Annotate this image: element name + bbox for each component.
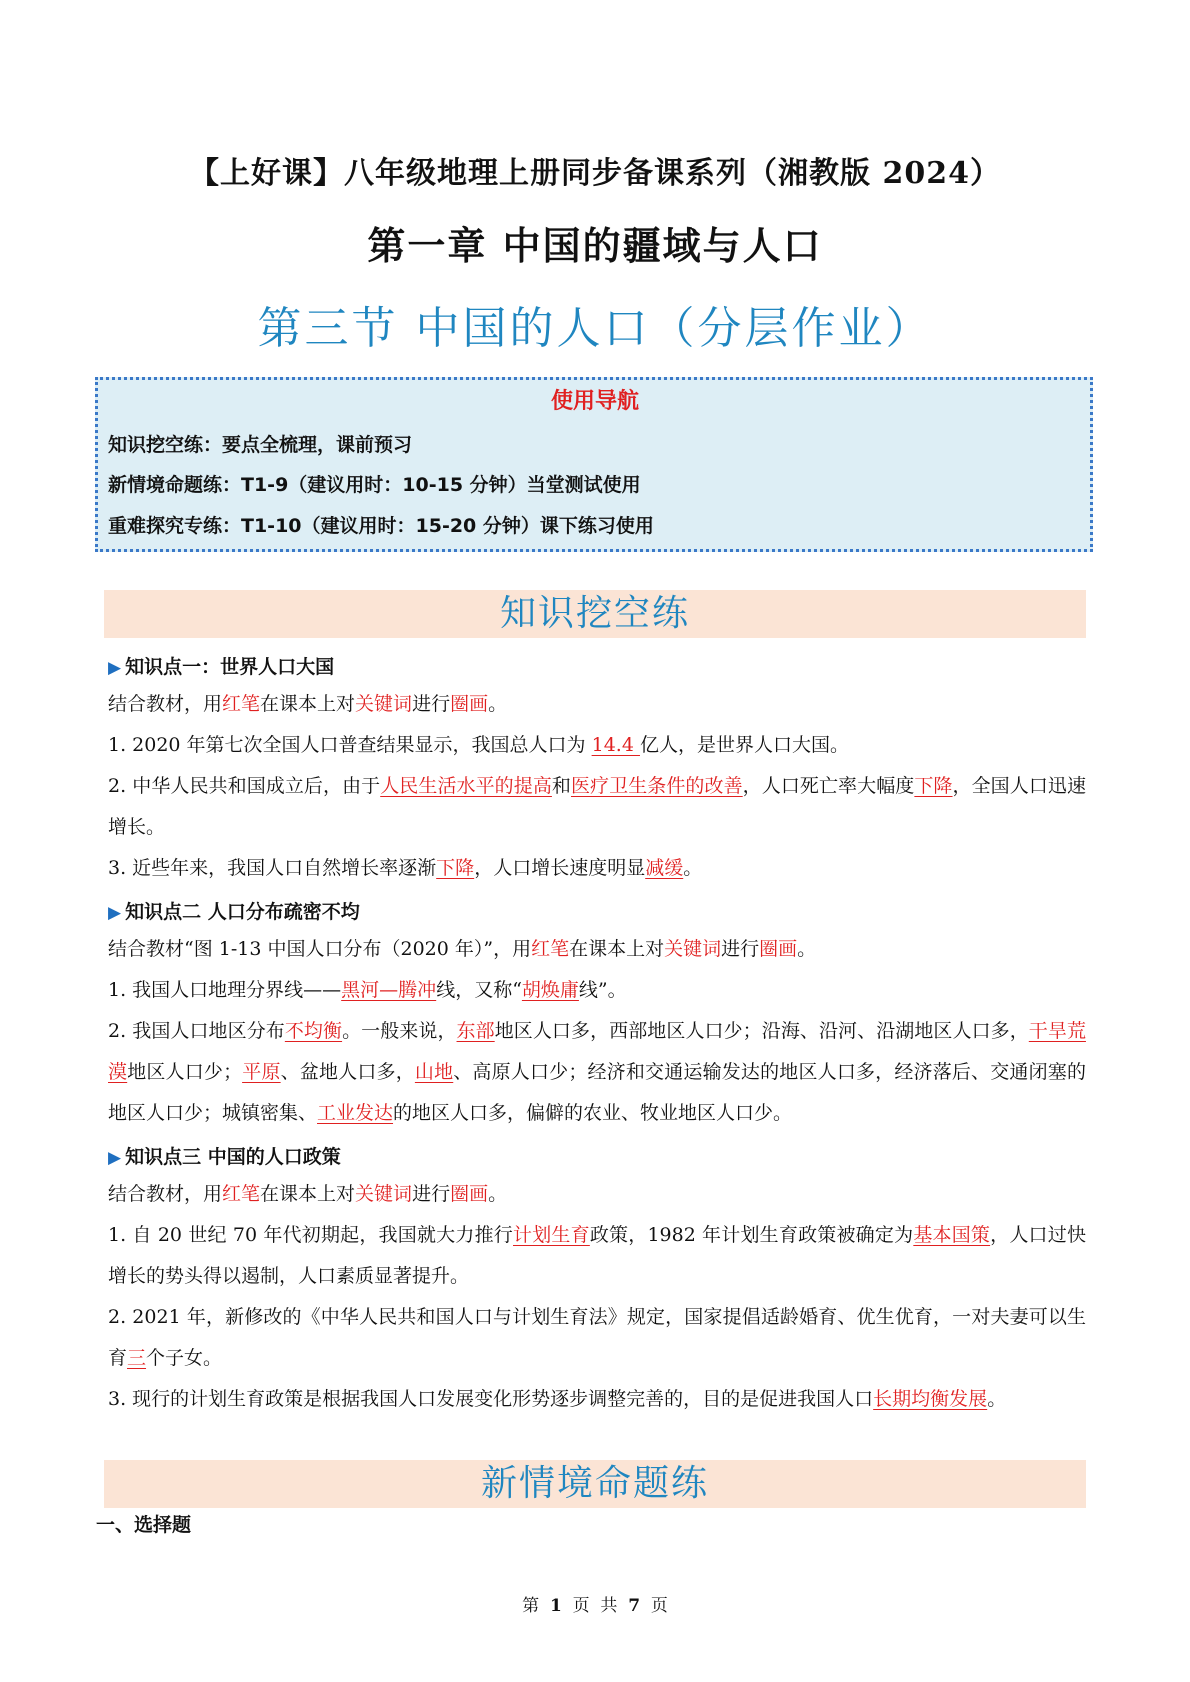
answer-blank: 长期均衡发展	[873, 1388, 988, 1410]
answer-blank: 平原	[242, 1061, 281, 1083]
fill-blank-item: 1. 2020 年第七次全国人口普查结果显示，我国总人口为 14.4 亿人，是世界人口大国。	[108, 734, 849, 756]
usage-guide-title: 使用导航	[550, 388, 639, 414]
fill-blank-item: 3. 现行的计划生育政策是根据我国人口发展变化形势逐步调整完善的，目的是促进我国人口长期均衡发展。	[108, 1388, 1007, 1410]
answer-blank: 下降	[914, 775, 953, 797]
knowledge-point-heading: ▶ 知识点三 中国的人口政策	[108, 1146, 341, 1168]
answer-blank: 工业发达	[317, 1102, 394, 1124]
answer-blank: 下降	[436, 857, 475, 879]
answer-blank: 基本国策	[913, 1224, 991, 1246]
instruction-line: 结合教材“图 1-13 中国人口分布（2020 年）”，用红笔在课本上对关键词进行圈画。	[108, 938, 817, 960]
fill-blank-item: 1. 我国人口地理分界线——黑河—腾冲线，又称“胡焕庸线”。	[108, 979, 627, 1001]
answer-blank: 山地	[414, 1061, 454, 1083]
knowledge-point-heading: ▶ 知识点二 人口分布疏密不均	[108, 901, 360, 923]
page-footer: 第 1 页 共 7 页	[522, 1596, 668, 1616]
usage-guide-line: 新情境命题练：T1-9（建议用时：10-15 分钟）当堂测试使用	[108, 474, 641, 496]
page-number: 1	[549, 1596, 562, 1616]
answer-blank: 不均衡	[284, 1020, 343, 1042]
fill-blank-item: 1. 自 20 世纪 70 年代初期起，我国就大力推行计划生育政策，1982 年计划生育政策被确定为基本国策，人口过快增长的势头得以遏制，人口素质显著提升。	[108, 1224, 1086, 1287]
answer-blank: 14.4	[591, 734, 640, 756]
section-title: 第三节 中国的人口（分层作业）	[257, 303, 933, 354]
answer-blank: 减缓	[645, 857, 684, 879]
series-title: 【上好课】八年级地理上册同步备课系列（湘教版 2024）	[189, 156, 1001, 191]
fill-blank-item: 2. 2021 年，新修改的《中华人民共和国人口与计划生育法》规定，国家提倡适龄婚育、优生优育，一对夫妻可以生育三个子女。	[108, 1306, 1086, 1369]
page-total: 7	[628, 1596, 641, 1616]
usage-guide-line: 重难探究专练：T1-10（建议用时：15-20 分钟）课下练习使用	[108, 515, 654, 537]
section-band-knowledge: 知识挖空练	[104, 590, 1086, 638]
fill-blank-item: 2. 我国人口地区分布不均衡。一般来说，东部地区人口多，西部地区人口少；沿海、沿河、沿湖地区人口多，干旱荒漠地区人口少；平原、盆地人口多，山地、高原人口少；经济和交通运输发达的地区人口多，经济落后、交通闭塞的地区人口少；城镇密集、工业发达的地区人口多，偏僻的农业、牧业地区人口少。	[108, 1020, 1086, 1124]
question-type-heading: 一、选择题	[96, 1514, 192, 1536]
instruction-line: 结合教材，用红笔在课本上对关键词进行圈画。	[108, 693, 508, 715]
triangle-bullet-icon: ▶	[108, 658, 122, 678]
usage-guide-line: 知识挖空练：要点全梳理，课前预习	[108, 434, 413, 456]
fill-blank-item: 3. 近些年来，我国人口自然增长率逐渐下降，人口增长速度明显减缓。	[108, 857, 703, 879]
answer-blank: 东部	[456, 1020, 495, 1042]
answer-blank: 干旱荒漠	[108, 1020, 1086, 1083]
answer-blank: 三	[127, 1347, 147, 1369]
triangle-bullet-icon: ▶	[108, 1148, 122, 1168]
triangle-bullet-icon: ▶	[108, 903, 122, 923]
knowledge-point-heading: ▶ 知识点一：世界人口大国	[108, 656, 335, 678]
section-band-new-context: 新情境命题练	[104, 1460, 1086, 1508]
answer-blank: 计划生育	[513, 1224, 590, 1246]
answer-blank: 胡焕庸	[521, 979, 579, 1001]
answer-blank: 医疗卫生条件的改善	[570, 775, 743, 797]
fill-blank-item: 2. 中华人民共和国成立后，由于人民生活水平的提高和医疗卫生条件的改善，人口死亡率大幅度下降，全国人口迅速增长。	[108, 775, 1086, 838]
chapter-title: 第一章 中国的疆域与人口	[367, 223, 823, 268]
answer-blank: 黑河—腾冲	[341, 979, 437, 1001]
answer-blank: 人民生活水平的提高	[380, 775, 552, 797]
instruction-line: 结合教材，用红笔在课本上对关键词进行圈画。	[108, 1183, 508, 1205]
